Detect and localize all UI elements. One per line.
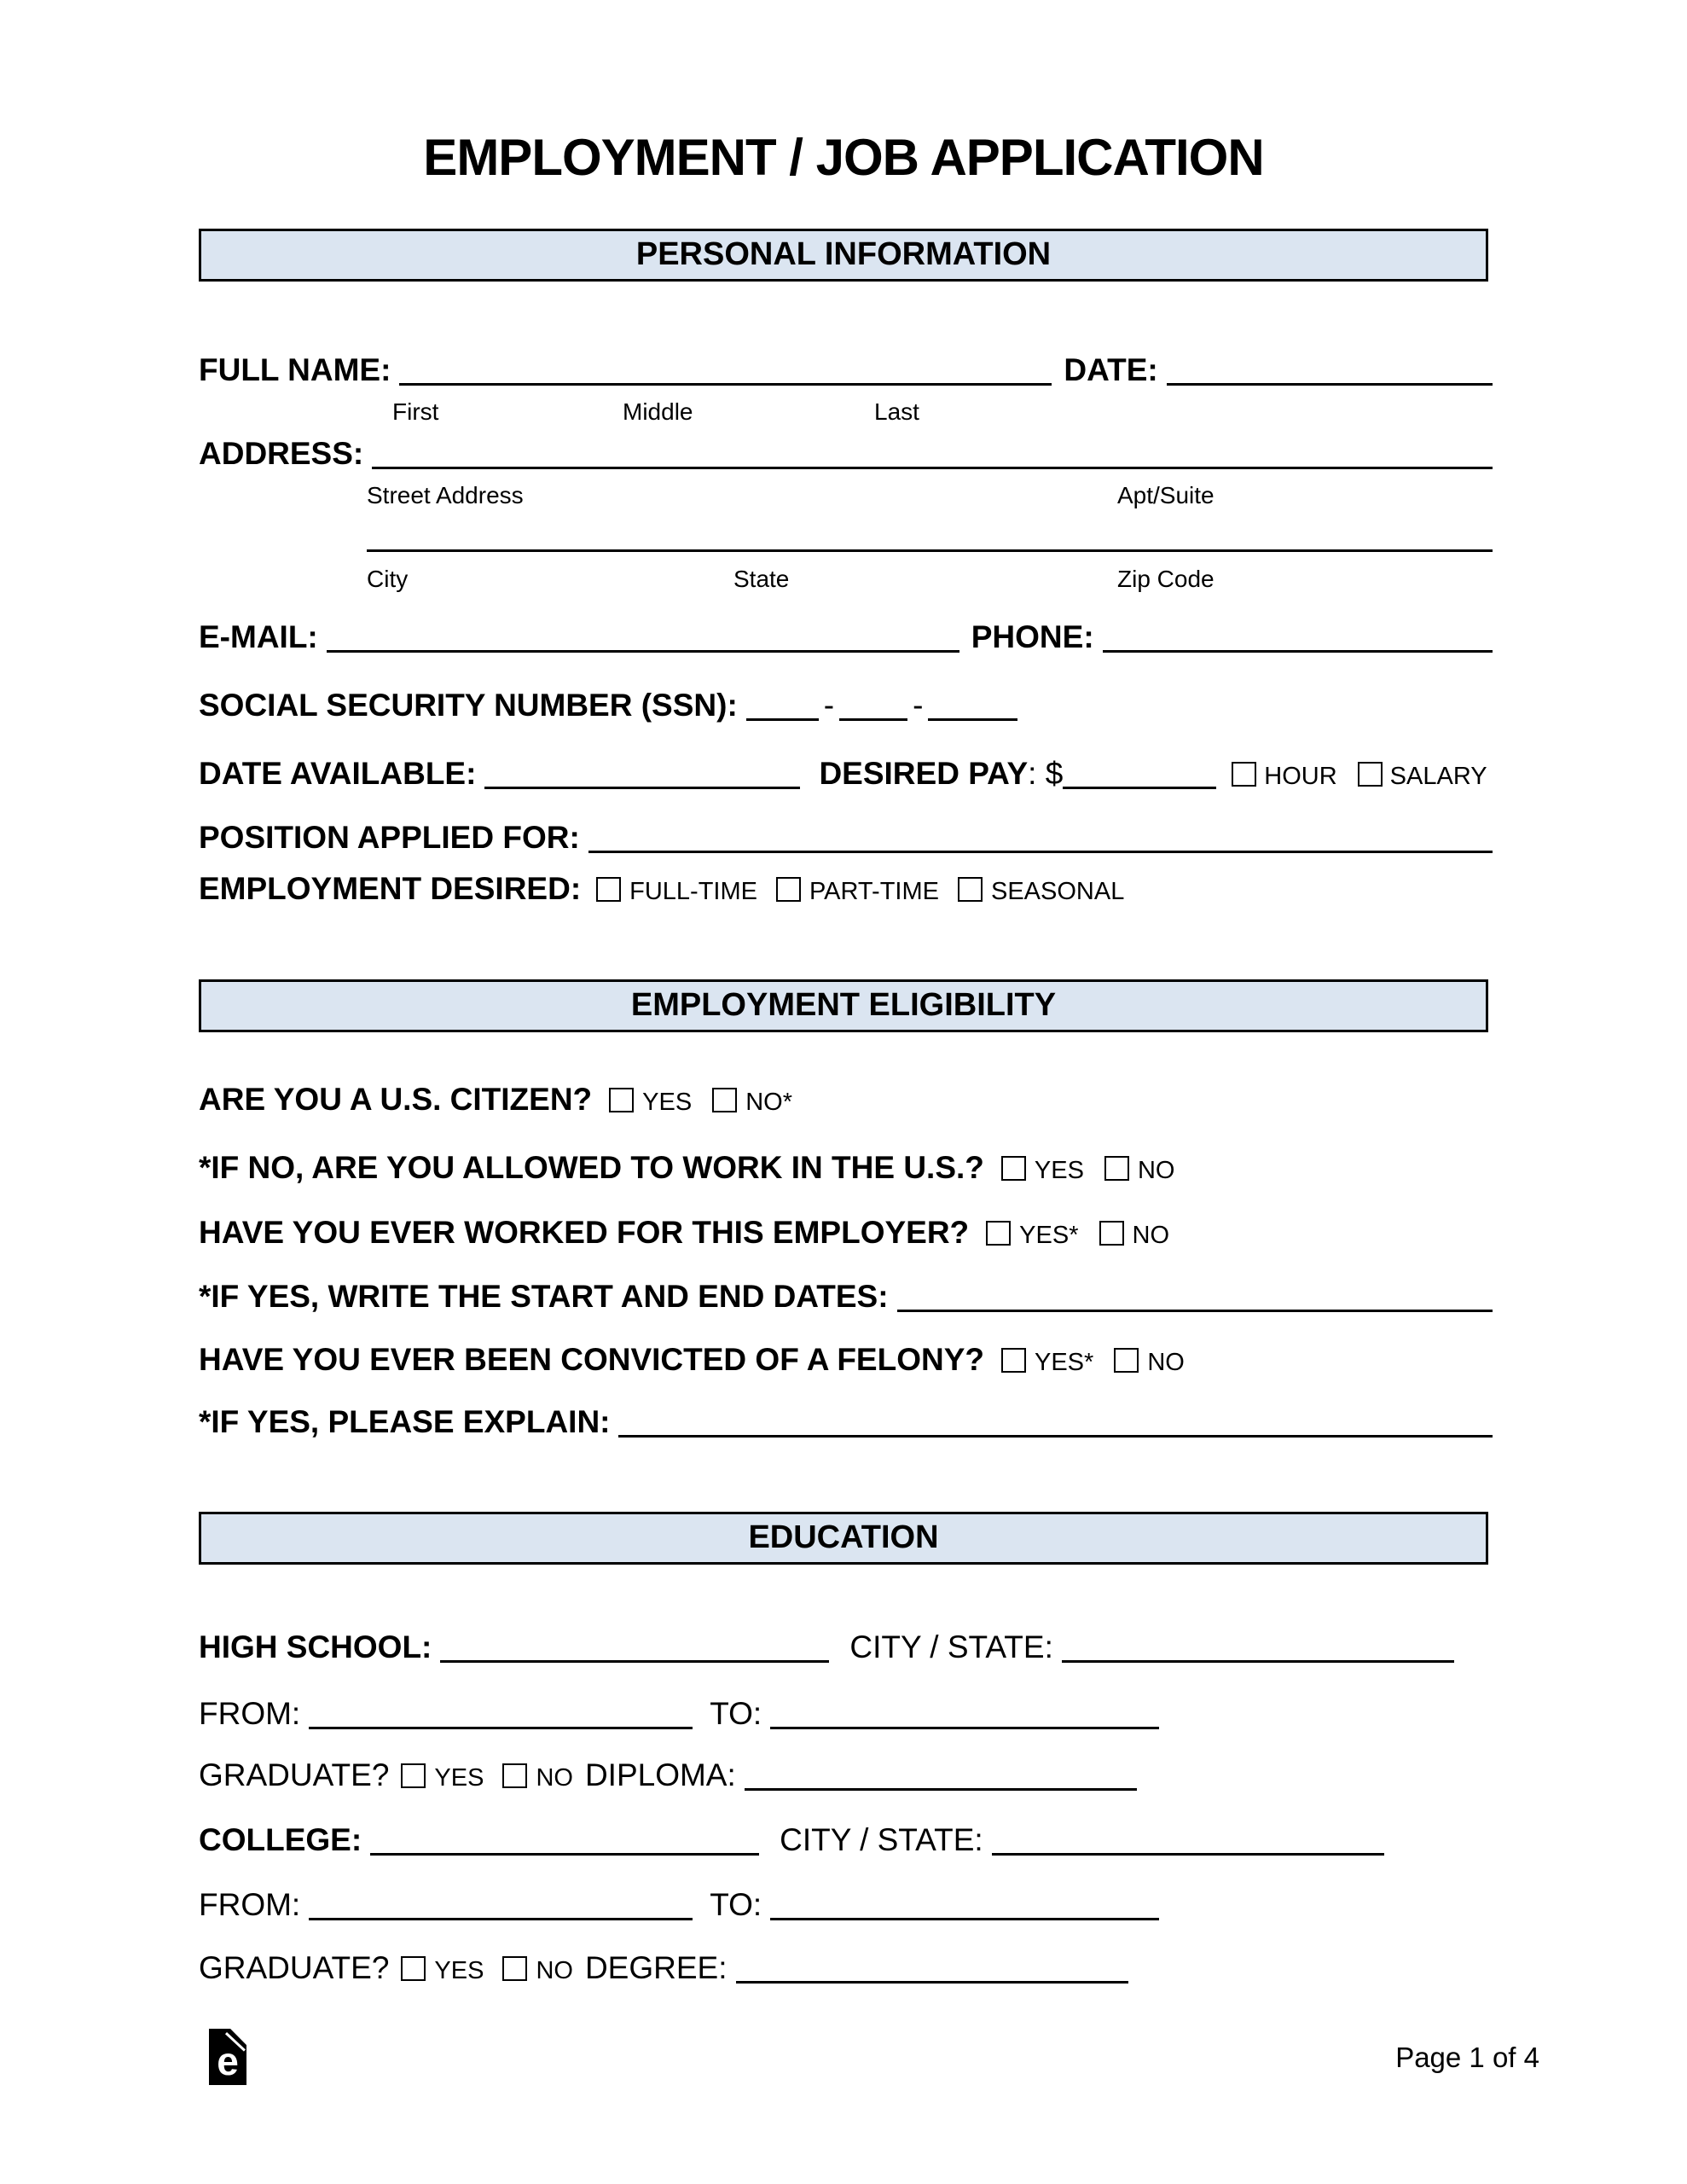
- city-state-zip-input-line[interactable]: [367, 524, 1493, 552]
- ssn-part2-input-line[interactable]: [839, 693, 907, 721]
- question-felony-label: HAVE YOU EVER BEEN CONVICTED OF A FELONY?: [199, 1342, 984, 1377]
- felony-no-checkbox[interactable]: [1114, 1348, 1139, 1373]
- last-sublabel: Last: [874, 398, 919, 425]
- ssn-separator-1: -: [823, 688, 835, 723]
- hs-from-label: FROM:: [199, 1696, 301, 1731]
- ssn-separator-2: -: [913, 688, 924, 723]
- seasonal-option-label: SEASONAL: [990, 878, 1125, 905]
- college-city-state-input-line[interactable]: [992, 1827, 1384, 1856]
- citizen-yes-checkbox[interactable]: [609, 1088, 634, 1112]
- city-sublabel: City: [367, 566, 409, 592]
- position-row: [199, 818, 1493, 857]
- start-end-dates-row: [199, 1277, 1493, 1316]
- ssn-part3-input-line[interactable]: [928, 693, 1017, 721]
- question-allowed-to-work-row: [199, 1148, 1493, 1188]
- hs-diploma-input-line[interactable]: [745, 1763, 1137, 1791]
- high-school-graduate-row: [199, 1756, 1493, 1795]
- first-sublabel: First: [392, 398, 439, 425]
- citizen-no-checkbox[interactable]: [712, 1088, 737, 1112]
- college-to-input-line[interactable]: [770, 1892, 1159, 1920]
- full-name-label: FULL NAME:: [199, 352, 391, 387]
- college-to-label: TO:: [710, 1887, 762, 1922]
- desired-pay-input-line[interactable]: [1063, 761, 1216, 789]
- start-end-dates-input-line[interactable]: [897, 1284, 1493, 1312]
- hs-graduate-no-label: NO: [536, 1764, 573, 1792]
- email-label: E-MAIL:: [199, 619, 318, 654]
- felony-explain-input-line[interactable]: [618, 1409, 1493, 1438]
- college-from-input-line[interactable]: [309, 1892, 693, 1920]
- hs-diploma-label: DIPLOMA:: [584, 1757, 736, 1792]
- college-from-label: FROM:: [199, 1887, 301, 1922]
- college-city-state-label: CITY / STATE:: [780, 1822, 983, 1857]
- felony-no-label: NO: [1147, 1349, 1185, 1376]
- address-row: [199, 434, 1493, 473]
- high-school-row: [199, 1628, 1493, 1667]
- hs-city-state-input-line[interactable]: [1062, 1635, 1454, 1663]
- college-degree-input-line[interactable]: [736, 1955, 1128, 1984]
- citizen-no-label: NO*: [745, 1089, 792, 1116]
- college-dates-row: [199, 1885, 1493, 1925]
- hour-option-label: HOUR: [1264, 763, 1337, 790]
- work-allowed-no-checkbox[interactable]: [1104, 1156, 1129, 1181]
- question-worked-before-label: HAVE YOU EVER WORKED FOR THIS EMPLOYER?: [199, 1215, 970, 1250]
- middle-sublabel: Middle: [623, 398, 693, 425]
- section-header-education: EDUCATION: [199, 1512, 1488, 1565]
- street-address-sublabel: Street Address: [367, 482, 524, 508]
- salary-checkbox[interactable]: [1358, 762, 1383, 787]
- hs-city-state-label: CITY / STATE:: [849, 1629, 1053, 1664]
- position-applied-for-label: POSITION APPLIED FOR:: [199, 820, 580, 855]
- email-input-line[interactable]: [327, 624, 959, 653]
- college-graduate-yes-checkbox[interactable]: [401, 1956, 426, 1981]
- worked-before-no-checkbox[interactable]: [1099, 1221, 1124, 1246]
- question-us-citizen-label: ARE YOU A U.S. CITIZEN?: [199, 1082, 593, 1117]
- felony-explain-label: *IF YES, PLEASE EXPLAIN:: [199, 1404, 611, 1439]
- phone-label: PHONE:: [971, 619, 1094, 654]
- hs-graduate-yes-label: YES: [434, 1764, 484, 1792]
- salary-option-label: SALARY: [1389, 763, 1487, 790]
- ssn-part1-input-line[interactable]: [746, 693, 819, 721]
- desired-pay-label: DESIRED PAY: [819, 756, 1029, 791]
- ssn-label: SOCIAL SECURITY NUMBER (SSN):: [199, 688, 738, 723]
- position-input-line[interactable]: [588, 825, 1493, 853]
- work-allowed-no-label: NO: [1137, 1157, 1175, 1184]
- section-header-personal-information: PERSONAL INFORMATION: [199, 229, 1488, 282]
- high-school-dates-row: [199, 1694, 1493, 1734]
- page-number: Page 1 of 4: [1395, 2042, 1539, 2073]
- street-address-input-line[interactable]: [372, 441, 1493, 469]
- hs-to-input-line[interactable]: [770, 1701, 1159, 1729]
- high-school-label: HIGH SCHOOL:: [199, 1629, 432, 1664]
- eforms-logo-icon: [209, 2029, 246, 2085]
- college-row: [199, 1821, 1493, 1860]
- date-available-input-line[interactable]: [484, 761, 800, 789]
- work-allowed-yes-checkbox[interactable]: [1001, 1156, 1026, 1181]
- address-label: ADDRESS:: [199, 436, 364, 471]
- hs-to-label: TO:: [710, 1696, 762, 1731]
- college-input-line[interactable]: [370, 1827, 759, 1856]
- part-time-checkbox[interactable]: [776, 877, 801, 902]
- question-us-citizen-row: [199, 1080, 1493, 1119]
- college-graduate-row: [199, 1949, 1493, 1988]
- felony-yes-checkbox[interactable]: [1001, 1348, 1026, 1373]
- eforms-logo-letter: e: [217, 2039, 239, 2083]
- hs-graduate-no-checkbox[interactable]: [502, 1763, 527, 1788]
- college-graduate-no-checkbox[interactable]: [502, 1956, 527, 1981]
- form-title: EMPLOYMENT / JOB APPLICATION: [423, 129, 1264, 186]
- ssn-row: [199, 686, 1493, 725]
- state-sublabel: State: [733, 566, 790, 592]
- felony-explain-row: [199, 1403, 1493, 1442]
- date-label: DATE:: [1064, 352, 1158, 387]
- availability-pay-row: [199, 754, 1493, 793]
- phone-input-line[interactable]: [1103, 624, 1493, 653]
- date-input-line[interactable]: [1167, 357, 1493, 386]
- full-time-checkbox[interactable]: [596, 877, 621, 902]
- worked-before-yes-label: YES*: [1019, 1222, 1079, 1249]
- felony-yes-label: YES*: [1035, 1349, 1094, 1376]
- section-header-employment-eligibility: EMPLOYMENT ELIGIBILITY: [199, 979, 1488, 1032]
- hour-checkbox[interactable]: [1232, 762, 1256, 787]
- college-degree-label: DEGREE:: [584, 1950, 728, 1985]
- full-name-row: [199, 351, 1493, 390]
- desired-pay-dollar-sign: : $: [1028, 756, 1064, 791]
- full-name-input-line[interactable]: [399, 357, 1052, 386]
- college-graduate-label: GRADUATE?: [199, 1950, 390, 1985]
- college-label: COLLEGE:: [199, 1822, 362, 1857]
- citizen-yes-label: YES: [642, 1089, 693, 1116]
- date-available-label: DATE AVAILABLE:: [199, 756, 477, 791]
- hs-graduate-yes-checkbox[interactable]: [401, 1763, 426, 1788]
- full-time-option-label: FULL-TIME: [629, 878, 757, 905]
- question-allowed-to-work-label: *IF NO, ARE YOU ALLOWED TO WORK IN THE U.S.?: [199, 1150, 984, 1185]
- hs-from-input-line[interactable]: [309, 1701, 693, 1729]
- work-allowed-yes-label: YES: [1034, 1157, 1084, 1184]
- zip-code-sublabel: Zip Code: [1117, 566, 1215, 592]
- college-graduate-no-label: NO: [536, 1957, 573, 1984]
- question-felony-row: [199, 1340, 1493, 1380]
- high-school-input-line[interactable]: [440, 1635, 829, 1663]
- employment-desired-row: [199, 869, 1493, 909]
- worked-before-no-label: NO: [1132, 1222, 1169, 1249]
- address-row-2: [367, 519, 1493, 556]
- seasonal-checkbox[interactable]: [958, 877, 983, 902]
- start-end-dates-label: *IF YES, WRITE THE START AND END DATES:: [199, 1279, 889, 1314]
- employment-desired-label: EMPLOYMENT DESIRED:: [199, 871, 582, 906]
- part-time-option-label: PART-TIME: [809, 878, 939, 905]
- email-phone-row: [199, 618, 1493, 657]
- worked-before-yes-checkbox[interactable]: [986, 1221, 1011, 1246]
- hs-graduate-label: GRADUATE?: [199, 1757, 390, 1792]
- apt-suite-sublabel: Apt/Suite: [1117, 482, 1215, 508]
- college-graduate-yes-label: YES: [434, 1957, 484, 1984]
- question-worked-before-row: [199, 1213, 1493, 1252]
